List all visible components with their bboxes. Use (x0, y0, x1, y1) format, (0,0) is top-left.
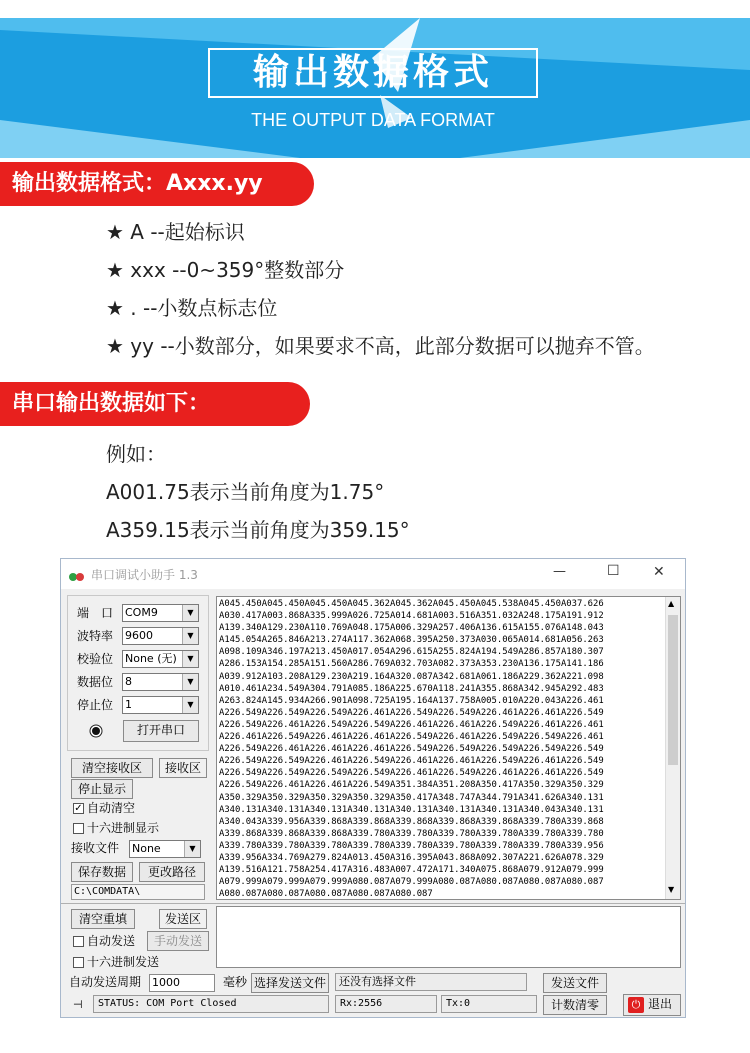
received-line: A226.549A226.461A226.461A226.549A351.384A351.208A350.417A350.329A350.329 (219, 780, 604, 791)
clear-recv-button[interactable]: 清空接收区 (71, 758, 153, 778)
received-line: A030.417A003.868A335.999A026.725A014.681A003.516A351.032A248.175A191.912 (219, 611, 604, 622)
received-line: A139.516A121.758A254.417A316.483A007.472A171.340A075.868A079.912A079.999 (219, 865, 604, 876)
send-area-button[interactable]: 发送区 (159, 909, 207, 929)
clear-resend-button[interactable]: 清空重填 (71, 909, 135, 929)
save-data-button[interactable]: 保存数据 (71, 862, 133, 882)
received-line: A226.549A226.549A226.461A226.549A226.461A226.461A226.549A226.461A226.549 (219, 756, 604, 767)
example-label: 例如： (106, 442, 166, 466)
databits-select[interactable] (122, 673, 199, 691)
example-line-1: A001.75表示当前角度为1.75° (106, 480, 385, 504)
ms-label: 毫秒 (223, 975, 248, 989)
selected-file-field: 还没有选择文件 (335, 973, 527, 991)
send-file-button[interactable]: 发送文件 (543, 973, 607, 993)
section-header-serial-output: 串口输出数据如下： (0, 382, 310, 426)
received-line: A039.912A103.208A129.230A219.164A320.087A342.681A061.186A229.362A221.098 (219, 671, 604, 682)
port-status-indicator-icon (89, 723, 103, 737)
scroll-thumb[interactable] (668, 615, 678, 765)
stopbits-label: 停止位 (77, 698, 114, 712)
format-item-fraction: ★ yy --小数部分，如果要求不高，此部分数据可以抛弃不管。 (106, 334, 655, 358)
status-text: STATUS: COM Port Closed (93, 995, 329, 1013)
received-line: A350.329A350.329A350.329A350.329A350.417A348.747A344.791A341.626A340.131 (219, 792, 604, 803)
received-line: A226.549A226.549A226.549A226.461A226.549A226.549A226.461A226.461A226.549 (219, 707, 604, 718)
received-line: A286.153A154.285A151.560A286.769A032.703A082.373A353.230A136.175A141.186 (219, 659, 604, 670)
received-line: A340.131A340.131A340.131A340.131A340.131A340.131A340.131A340.043A340.131 (219, 804, 604, 815)
power-icon: ⏻ (628, 997, 644, 1013)
received-line: A339.780A339.780A339.780A339.780A339.780A339.780A339.780A339.780A339.956 (219, 840, 604, 851)
stop-display-button[interactable]: 停止显示 (71, 779, 133, 799)
count-clear-button[interactable]: 计数清零 (543, 995, 607, 1015)
received-line: A340.043A339.956A339.868A339.868A339.868A339.868A339.868A339.780A339.868 (219, 816, 604, 827)
tx-counter: Tx:0 (441, 995, 537, 1013)
save-path-field[interactable]: C:\COMDATA\ (71, 884, 205, 900)
received-line: A098.109A346.197A213.450A017.054A296.615A255.824A194.549A286.857A180.307 (219, 647, 604, 658)
auto-clear-label: 自动清空 (87, 801, 136, 815)
example-line-2: A359.15表示当前角度为359.15° (106, 518, 410, 542)
app-icon (69, 568, 85, 580)
auto-period-input[interactable]: 1000 (149, 974, 215, 992)
format-item-start: ★ A --起始标识 (106, 220, 245, 244)
page-subtitle: THE OUTPUT DATA FORMAT (251, 110, 495, 130)
receive-scrollbar[interactable] (665, 597, 680, 899)
port-select[interactable] (122, 604, 199, 622)
chevron-down-icon: ▼ (182, 697, 198, 713)
chevron-down-icon: ▼ (182, 674, 198, 690)
auto-send-checkbox[interactable] (73, 936, 84, 947)
received-line: A010.461A234.549A304.791A085.186A225.670A118.241A355.868A342.945A292.483 (219, 683, 604, 694)
recv-area-button[interactable]: 接收区 (159, 758, 207, 778)
recv-file-label: 接收文件 (71, 841, 120, 855)
auto-period-label: 自动发送周期 (69, 975, 142, 989)
format-item-decimal-point: ★ . --小数点标志位 (106, 296, 278, 320)
chevron-down-icon: ▼ (182, 605, 198, 621)
received-line: A145.054A265.846A213.274A117.362A068.395A250.373A030.065A014.681A056.263 (219, 635, 604, 646)
received-line: A226.461A226.549A226.461A226.461A226.549A226.461A226.549A226.549A226.461 (219, 732, 604, 743)
page-title: 输出数据格式 (252, 52, 493, 93)
received-line: A263.824A145.934A266.901A098.725A195.164A137.758A005.010A220.043A226.461 (219, 695, 604, 706)
section-header-format: 输出数据格式：Axxx.yy (0, 162, 314, 206)
maximize-button[interactable]: ☐ (607, 563, 620, 579)
chevron-down-icon: ▼ (182, 628, 198, 644)
minimize-button[interactable]: — (553, 564, 566, 579)
scroll-up-icon[interactable]: ▲ (668, 599, 675, 608)
received-line: A339.956A334.769A279.824A013.450A316.395A043.868A092.307A221.626A078.329 (219, 852, 604, 863)
auto-clear-checkbox[interactable]: ✓ (74, 803, 83, 814)
change-path-button[interactable]: 更改路径 (139, 862, 205, 882)
parity-label: 校验位 (77, 652, 114, 666)
hex-display-checkbox[interactable] (73, 823, 84, 834)
recv-file-value: None (132, 842, 161, 855)
stopbits-select[interactable] (122, 696, 199, 714)
close-button[interactable]: ✕ (653, 564, 665, 580)
hex-display-label: 十六进制显示 (87, 821, 160, 835)
received-line: A339.868A339.868A339.868A339.780A339.780A339.780A339.780A339.780A339.780 (219, 828, 604, 839)
window-title: 串口调试小助手 1.3 (91, 568, 198, 582)
parity-value: None (无) (125, 652, 177, 665)
port-value: COM9 (125, 606, 158, 619)
baud-select[interactable] (122, 627, 199, 645)
select-send-file-button[interactable]: 选择发送文件 (251, 973, 329, 993)
stopbits-value: 1 (125, 698, 132, 711)
serial-assistant-window (60, 558, 686, 1018)
hex-send-checkbox[interactable] (73, 957, 84, 968)
received-line: A080.087A080.087A080.087A080.087A080.087 (219, 889, 433, 900)
received-line: A045.450A045.450A045.450A045.362A045.362A045.450A045.538A045.450A037.626 (219, 599, 604, 609)
auto-send-label: 自动发送 (87, 934, 136, 948)
port-label: 端 口 (77, 606, 114, 620)
manual-send-button[interactable]: 手动发送 (147, 931, 209, 951)
divider (61, 903, 685, 904)
open-port-button[interactable]: 打开串口 (123, 720, 199, 742)
received-data (219, 598, 664, 900)
received-line: A226.549A226.461A226.461A226.461A226.549A226.549A226.549A226.549A226.549 (219, 744, 604, 755)
received-line: A226.549A226.461A226.549A226.549A226.461A226.461A226.549A226.461A226.461 (219, 719, 604, 730)
databits-value: 8 (125, 675, 132, 688)
receive-textarea[interactable] (216, 596, 681, 900)
received-line: A079.999A079.999A079.999A080.087A079.999A080.087A080.087A080.087A080.087 (219, 877, 604, 888)
databits-label: 数据位 (77, 675, 114, 689)
window-titlebar[interactable] (61, 559, 685, 589)
chevron-down-icon: ▼ (184, 841, 200, 857)
hex-send-label: 十六进制发送 (87, 955, 160, 969)
pin-icon: ⊣ (73, 998, 83, 1011)
parity-select[interactable] (122, 650, 199, 668)
baud-value: 9600 (125, 629, 153, 642)
received-line: A139.340A129.230A110.769A048.175A006.329A257.406A136.615A155.076A148.043 (219, 623, 604, 634)
exit-label: 退出 (648, 997, 673, 1011)
received-line: A226.549A226.549A226.549A226.549A226.461A226.549A226.461A226.461A226.549 (219, 768, 604, 779)
send-textarea[interactable] (216, 906, 681, 968)
chevron-down-icon: ▼ (182, 651, 198, 667)
recv-file-select[interactable] (129, 840, 201, 858)
format-item-integer: ★ xxx --0~359°整数部分 (106, 258, 345, 282)
scroll-down-icon[interactable]: ▼ (668, 885, 675, 894)
baud-label: 波特率 (77, 629, 114, 643)
rx-counter: Rx:2556 (335, 995, 437, 1013)
exit-button[interactable] (623, 994, 681, 1016)
